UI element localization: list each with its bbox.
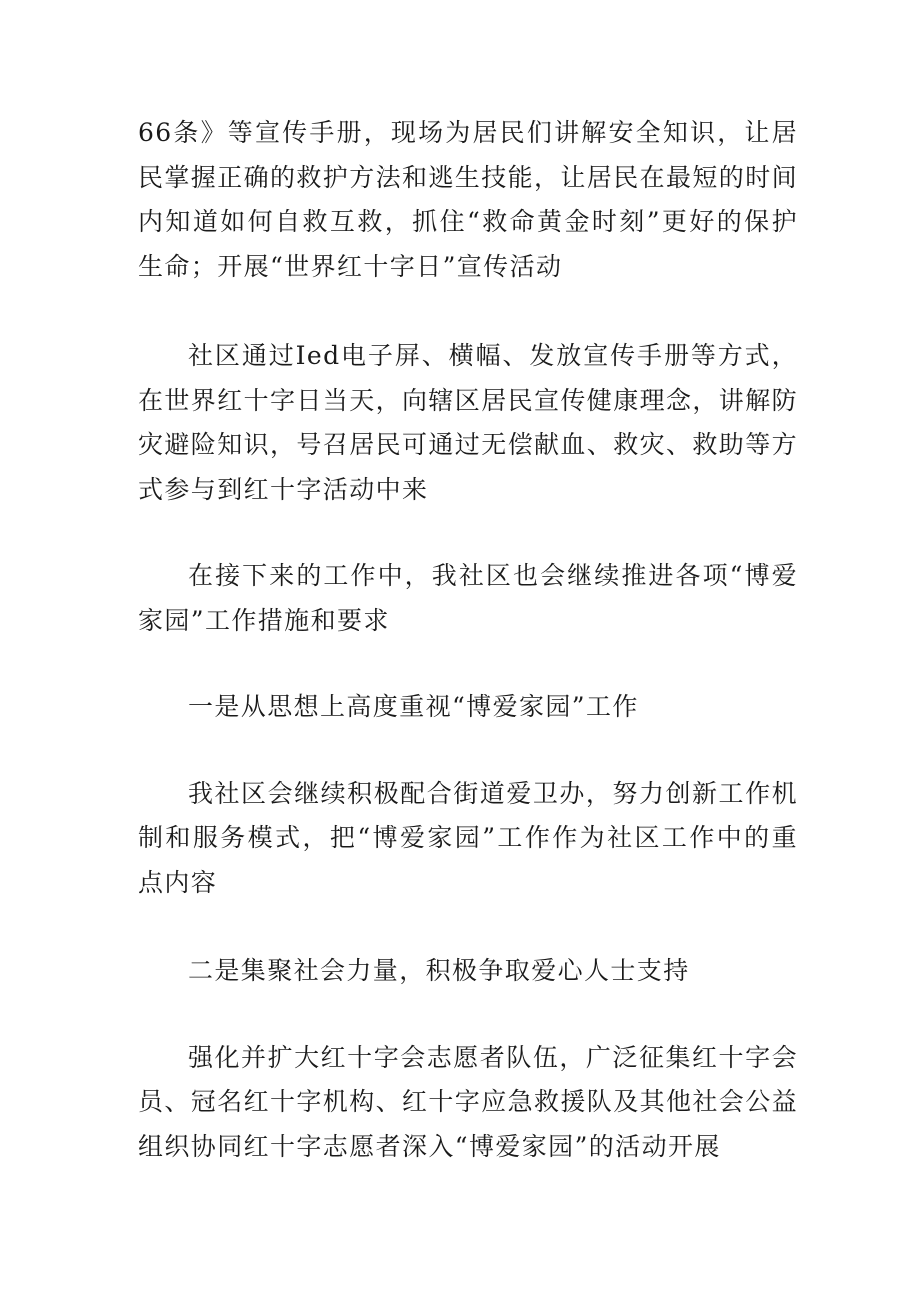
paragraph-volunteers: 强化并扩大红十字会志愿者队伍，广泛征集红十字会员、冠名红十字机构、红十字应急救援队及其他社会公益组织协同红十字志愿者深入“博爱家园”的活动开展	[138, 1042, 799, 1161]
paragraph-community-publicity: 社区通过Ied电子屏、横幅、发放宣传手册等方式，在世界红十字日当天，向辖区居民宣传健康理念，讲解防灾避险知识，号召居民可通过无偿献血、救灾、救助等方式参与到红十字活动中来	[138, 341, 799, 504]
paragraph-point-two: 二是集聚社会力量，积极争取爱心人士支持	[188, 956, 690, 985]
paragraph-cooperation: 我社区会继续积极配合街道爱卫办，努力创新工作机制和服务模式，把“博爱家园”工作作为社区工作中的重点内容	[138, 778, 798, 897]
paragraph-next-work: 在接下来的工作中，我社区也会继续推进各项“博爱家园”工作措施和要求	[138, 561, 798, 635]
paragraph-point-one: 一是从思想上高度重视“博爱家园”工作	[188, 692, 639, 721]
document-body	[138, 111, 798, 1169]
paragraph-continuation: 66条》等宣传手册，现场为居民们讲解安全知识，让居民掌握正确的救护方法和逃生技能，让居民在最短的时间内知道如何自救互救，抓住“救命黄金时刻”更好的保护生命；开展“世界红十字日”宣传活动	[138, 118, 799, 281]
